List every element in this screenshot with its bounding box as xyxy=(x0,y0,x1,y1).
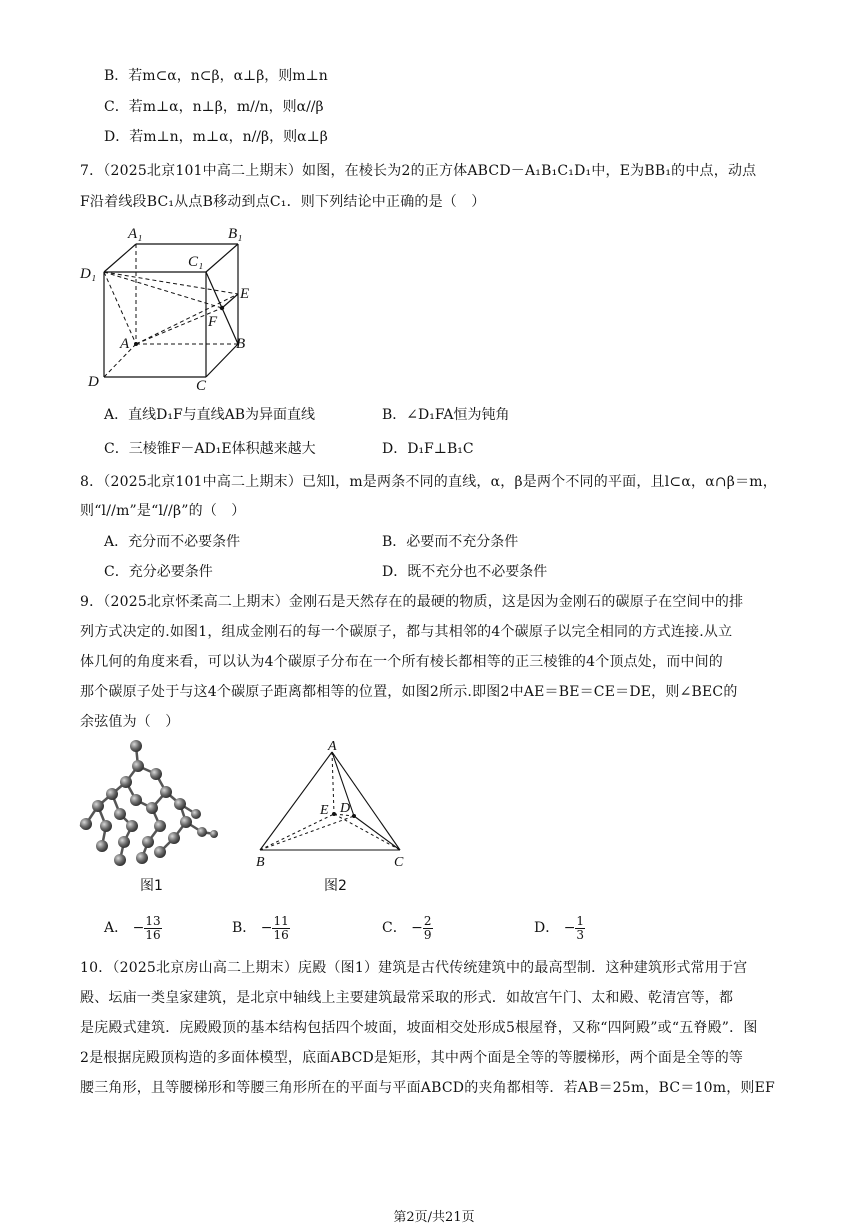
q9-stem-line5: 余弦值为（ ） xyxy=(80,714,180,730)
fig2-label-d: D xyxy=(340,801,351,816)
q7-cube-figure xyxy=(78,220,268,398)
label-d: D xyxy=(88,374,99,390)
q9-option-d xyxy=(534,912,585,944)
fig1-caption: 图1 xyxy=(140,878,163,894)
q9-diamond-lattice-figure xyxy=(76,738,226,873)
q9-stem-line2: 列方式决定的.如图1，组成金刚石的每一个碳原子，都与其相邻的4个碳原子以完全相同的方式连接.从立 xyxy=(80,624,733,640)
q10-stem-line3: 是庑殿式建筑．庑殿殿顶的基本结构包括四个坡面，坡面相交处形成5根屋脊，又称“四阿殿”或“五脊殿”．图 xyxy=(80,1020,758,1036)
fig2-label-c: C xyxy=(394,855,404,870)
q8-option-d: D．既不充分也不必要条件 xyxy=(382,564,548,580)
q6-option-d: D．若m⊥n，m⊥α，n//β，则α⊥β xyxy=(104,129,328,145)
q9-option-b-sign: − xyxy=(260,920,273,936)
q9-option-b xyxy=(232,912,290,944)
q9-option-a-sign: − xyxy=(132,920,145,936)
q7-option-b: B．∠D₁FA恒为钝角 xyxy=(382,407,510,423)
label-d1: D₁ xyxy=(80,266,97,282)
q9-option-a-den: 16 xyxy=(145,927,161,942)
q8-stem-line1: 8．（2025北京101中高二上期末）已知l，m是两条不同的直线，α，β是两个不同的平面，且l⊂α，α∩β＝m， xyxy=(80,474,777,490)
q9-option-a xyxy=(104,912,162,944)
page-number-footer: 第2页/共21页 xyxy=(393,1210,475,1225)
q8-option-a: A．充分而不必要条件 xyxy=(104,534,241,550)
q9-option-d-num: 1 xyxy=(576,913,585,928)
fig2-label-a: A xyxy=(328,739,337,754)
q6-option-b: B．若m⊂α，n⊂β，α⊥β，则m⊥n xyxy=(104,68,328,84)
label-b1: B₁ xyxy=(228,226,243,242)
label-e: E xyxy=(240,286,250,302)
q7-option-d: D．D₁F⊥B₁C xyxy=(382,441,474,457)
q9-option-c-letter: C． xyxy=(382,920,407,936)
q10-stem-line4: 2是根据庑殿顶构造的多面体模型，底面ABCD是矩形，其中两个面是全等的等腰梯形，两个面是全等的等 xyxy=(80,1050,744,1066)
q9-option-b-num: 11 xyxy=(273,913,289,928)
q9-option-b-den: 16 xyxy=(273,927,289,942)
q10-stem-line5: 腰三角形，且等腰梯形和等腰三角形所在的平面与平面ABCD的夹角都相等．若AB＝25m，BC＝10m，则EF xyxy=(80,1080,775,1096)
label-f: F xyxy=(208,314,218,330)
q9-stem-line1: 9．（2025北京怀柔高二上期末）金刚石是天然存在的最硬的物质，这是因为金刚石的碳原子在空间中的排 xyxy=(80,594,744,610)
q9-option-d-sign: − xyxy=(563,920,576,936)
q10-stem-line2: 殿、坛庙一类皇家建筑，是北京中轴线上主要建筑最常采取的形式．如故宫午门、太和殿、乾清宫等，都 xyxy=(80,990,734,1006)
fig2-label-e: E xyxy=(320,803,329,818)
q7-stem-line2: F沿着线段BC₁从点B移动到点C₁．则下列结论中正确的是（ ） xyxy=(80,194,486,210)
q9-tetrahedron-figure xyxy=(250,738,420,874)
q9-option-c-den: 9 xyxy=(423,927,432,942)
fig2-caption: 图2 xyxy=(324,878,347,894)
q9-option-d-letter: D． xyxy=(534,920,560,936)
q7-option-c: C．三棱锥F－AD₁E体积越来越大 xyxy=(104,441,316,457)
fig2-label-b: B xyxy=(256,855,265,870)
q7-option-a: A．直线D₁F与直线AB为异面直线 xyxy=(104,407,316,423)
label-c1: C₁ xyxy=(188,254,204,270)
q9-option-a-letter: A． xyxy=(104,920,129,936)
q9-option-b-letter: B． xyxy=(232,920,257,936)
q9-stem-line3: 体几何的角度来看，可以认为4个碳原子分布在一个所有棱长都相等的正三棱锥的4个顶点处，而中间的 xyxy=(80,654,724,670)
q9-option-c-sign: − xyxy=(411,920,423,936)
q9-option-d-den: 3 xyxy=(576,927,585,942)
q10-stem-line1: 10．（2025北京房山高二上期末）庑殿（图1）建筑是古代传统建筑中的最高型制．这种建筑形式常用于宫 xyxy=(80,960,748,976)
q8-option-c: C．充分必要条件 xyxy=(104,564,213,580)
q9-option-c xyxy=(382,912,433,944)
q9-stem-line4: 那个碳原子处于与这4个碳原子距离都相等的位置，如图2所示.即图2中AE＝BE＝CE＝DE，则∠BEC的 xyxy=(80,684,738,700)
label-a: A xyxy=(120,336,130,352)
label-b: B xyxy=(236,336,246,352)
q7-stem-line1: 7．（2025北京101中高二上期末）如图，在棱长为2的正方体ABCD－A₁B₁C₁D₁中，E为BB₁的中点，动点 xyxy=(80,163,757,179)
label-c: C xyxy=(196,378,207,394)
q9-option-c-num: 2 xyxy=(423,913,432,928)
label-a1: A₁ xyxy=(128,226,143,242)
q8-stem-line2: 则“l//m”是“l//β”的（ ） xyxy=(80,503,246,519)
q9-option-a-num: 13 xyxy=(145,913,161,928)
q8-option-b: B．必要而不充分条件 xyxy=(382,534,519,550)
q6-option-c: C．若m⊥α，n⊥β，m//n，则α//β xyxy=(104,99,324,115)
